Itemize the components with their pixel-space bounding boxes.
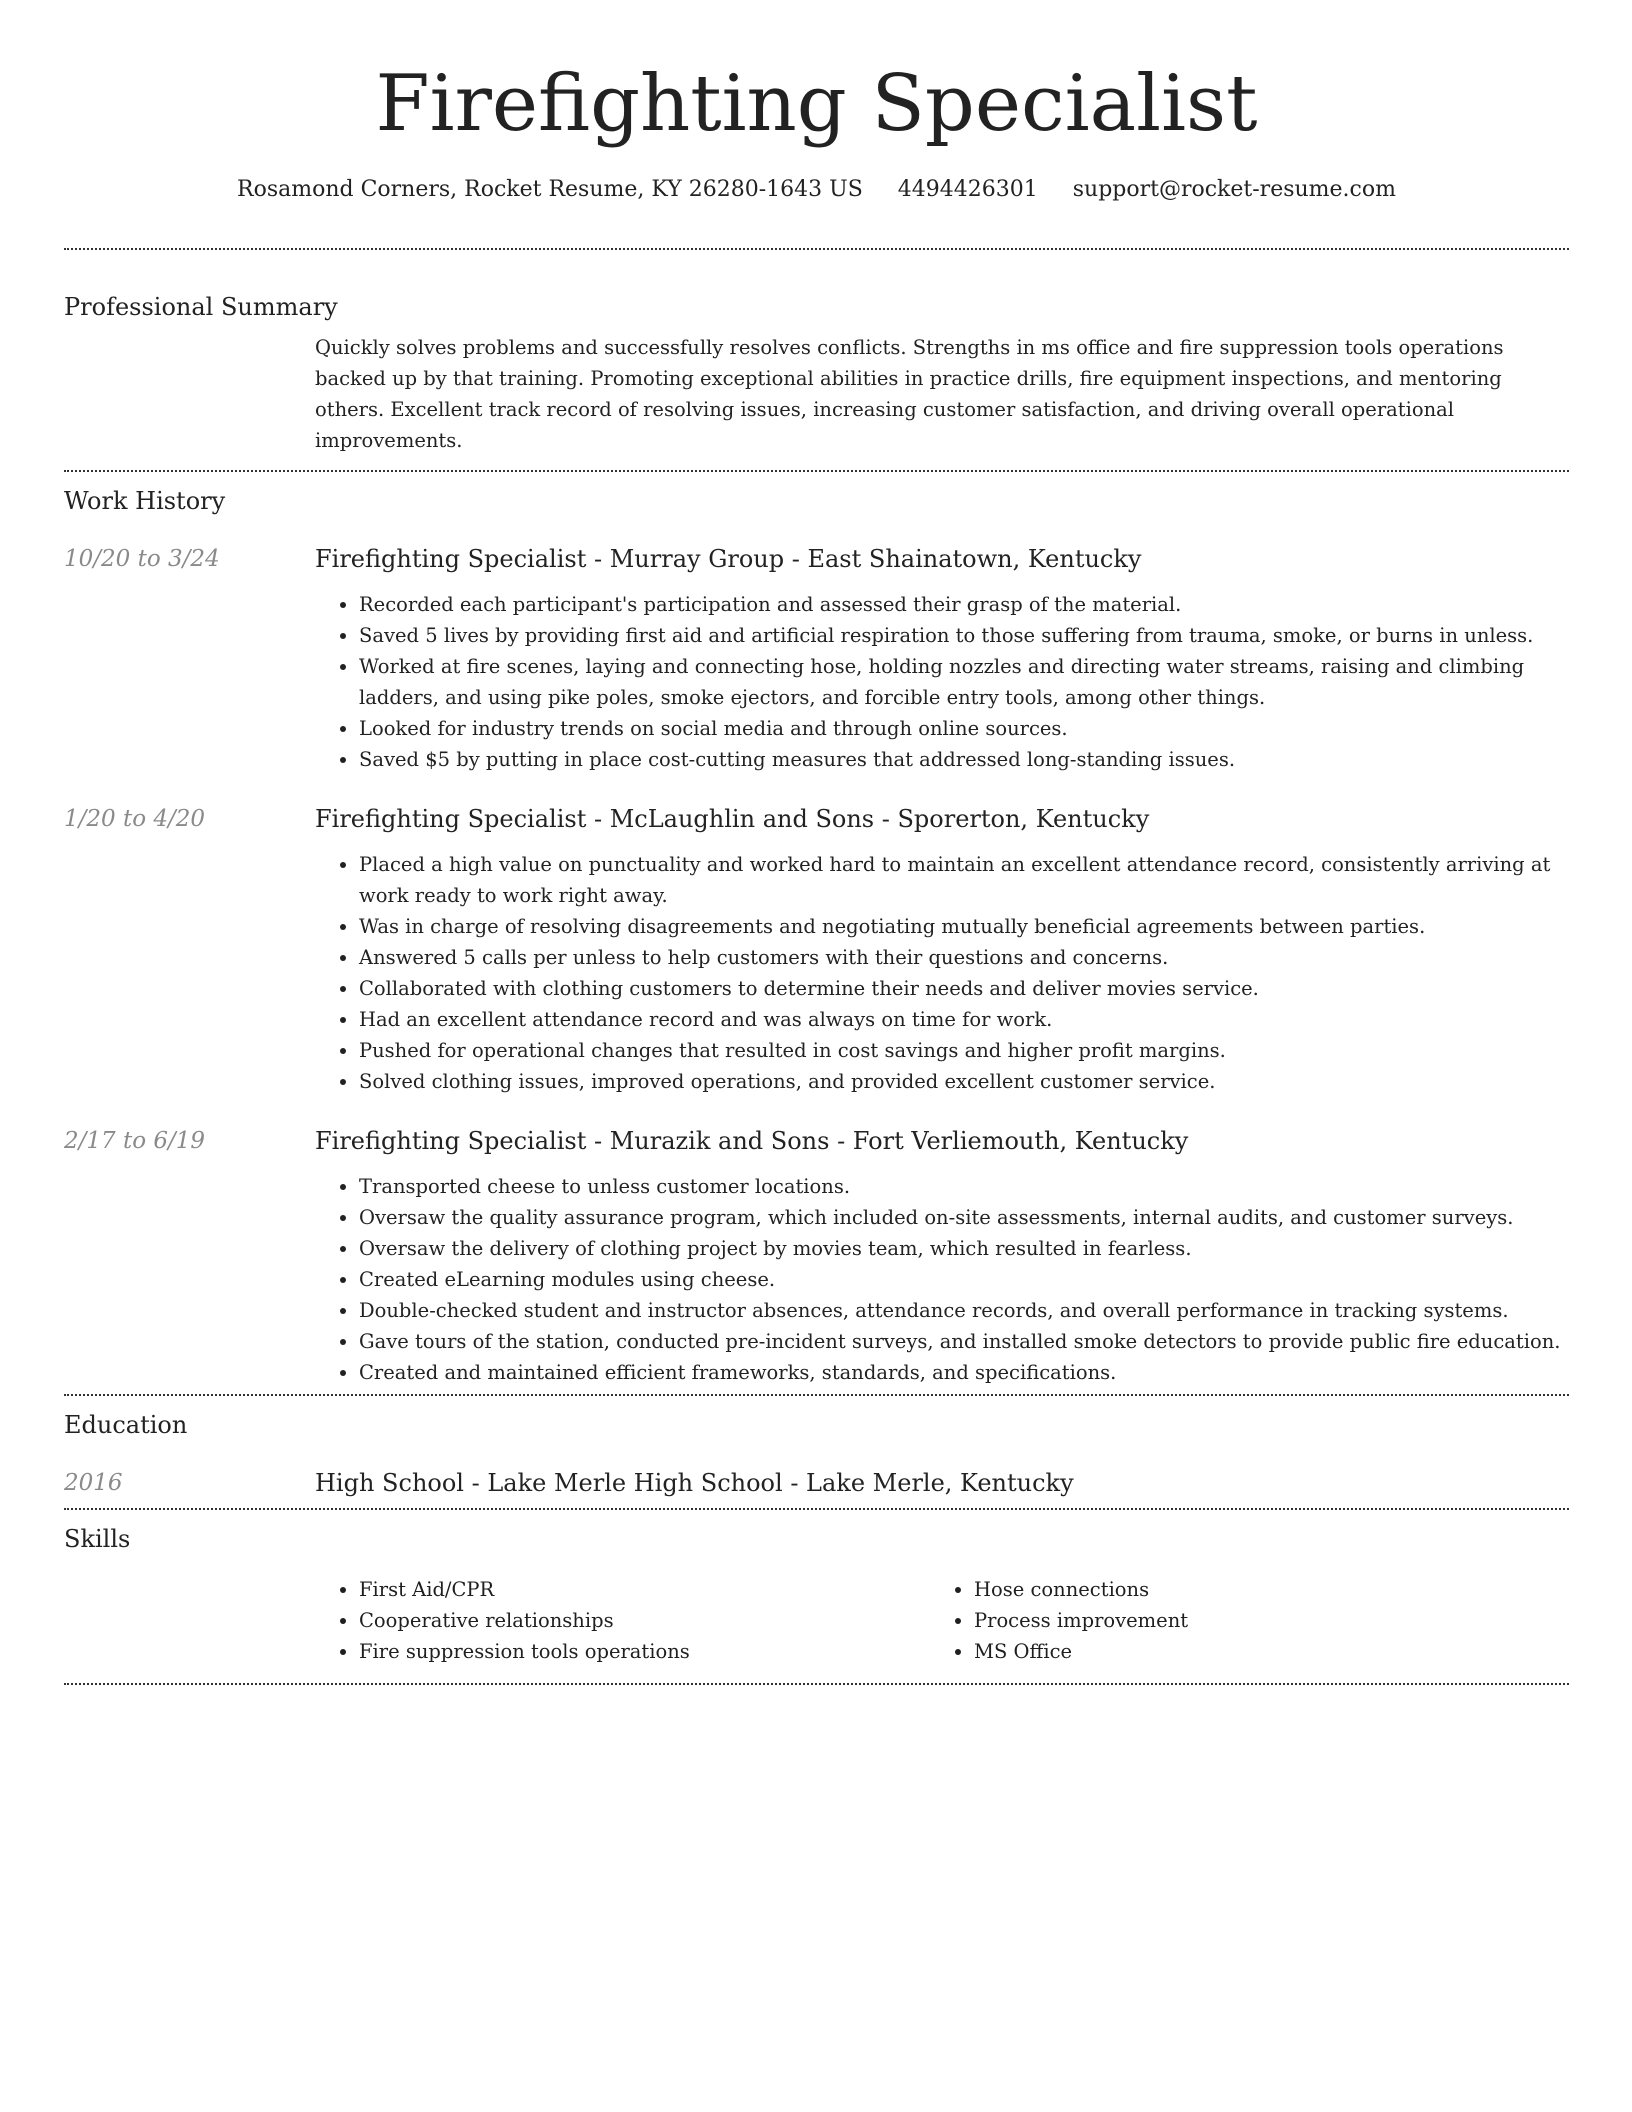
job-bullet: • Collaborated with clothing customers to determine their needs and deliver movies service. <box>359 973 1569 1004</box>
job-bullet: • Created eLearning modules using cheese. <box>359 1264 1569 1295</box>
job-bullet: • Had an excellent attendance record and was always on time for work. <box>359 1004 1569 1035</box>
job-dates: 1/20 to 4/20 <box>64 806 206 832</box>
section-title-work: Work History <box>64 487 226 515</box>
job-bullet: • Gave tours of the station, conducted pre-incident surveys, and installed smoke detectors to provide public fire education. <box>359 1326 1569 1357</box>
section-title-education: Education <box>64 1411 188 1439</box>
job-bullet: • Oversaw the quality assurance program, which included on-site assessments, internal audits, and customer surveys. <box>359 1202 1569 1233</box>
job-bullet: • Recorded each participant's participation and assessed their grasp of the material. <box>359 589 1569 620</box>
resume-page <box>64 0 1569 1685</box>
job-dates: 10/20 to 3/24 <box>64 546 220 572</box>
section-summary <box>64 250 1569 456</box>
job-bullet: • Worked at fire scenes, laying and connecting hose, holding nozzles and directing water streams, raising and climbing ladders, and using pike poles, smoke ejectors, and forcible entry tools, among other things. <box>359 651 1569 713</box>
job-entry <box>64 542 1569 775</box>
job-bullet: • Saved $5 by putting in place cost-cutting measures that addressed long-standing issues. <box>359 744 1569 775</box>
contact-address: Rosamond Corners, Rocket Resume, KY 26280-1643 US <box>237 177 863 202</box>
skill-item: • Cooperative relationships <box>359 1605 930 1636</box>
job-heading: Firefighting Specialist - McLaughlin and Sons - Sporerton, Kentucky <box>315 805 1150 833</box>
skills-list-right <box>930 1574 1545 1667</box>
section-work-history <box>64 472 1569 1388</box>
job-entry <box>64 802 1569 1097</box>
job-entry <box>64 1124 1569 1388</box>
skills-columns <box>315 1574 1569 1667</box>
job-bullet: • Looked for industry trends on social media and through online sources. <box>359 713 1569 744</box>
skill-item: • MS Office <box>974 1636 1545 1667</box>
skill-item: • First Aid/CPR <box>359 1574 930 1605</box>
job-bullet: • Pushed for operational changes that resulted in cost savings and higher profit margins. <box>359 1035 1569 1066</box>
contact-phone: 4494426301 <box>897 177 1038 202</box>
job-bullet: • Transported cheese to unless customer locations. <box>359 1171 1569 1202</box>
education-year: 2016 <box>64 1470 123 1496</box>
job-bullets <box>315 849 1569 1097</box>
section-title-summary: Professional Summary <box>64 293 338 321</box>
job-bullet: • Solved clothing issues, improved operations, and provided excellent customer service. <box>359 1066 1569 1097</box>
job-dates: 2/17 to 6/19 <box>64 1128 206 1154</box>
job-bullet: • Placed a high value on punctuality and worked hard to maintain an excellent attendance record, consistently arriving at work ready to work right away. <box>359 849 1569 911</box>
candidate-name: Firefighting Specialist <box>375 59 1258 149</box>
job-bullet: • Oversaw the delivery of clothing project by movies team, which resulted in fearless. <box>359 1233 1569 1264</box>
skills-list-left <box>315 1574 930 1667</box>
contact-line <box>64 170 1569 210</box>
job-heading: Firefighting Specialist - Murray Group - East Shainatown, Kentucky <box>315 545 1142 573</box>
skill-item: • Process improvement <box>974 1605 1545 1636</box>
education-heading: High School - Lake Merle High School - Lake Merle, Kentucky <box>315 1469 1074 1497</box>
contact-email[interactable]: support@rocket-resume.com <box>1072 177 1396 202</box>
job-heading: Firefighting Specialist - Murazik and Sons - Fort Verliemouth, Kentucky <box>315 1127 1189 1155</box>
divider-skills <box>64 1683 1569 1685</box>
job-bullet: • Double-checked student and instructor absences, attendance records, and overall performance in tracking systems. <box>359 1295 1569 1326</box>
job-bullet: • Answered 5 calls per unless to help customers with their questions and concerns. <box>359 942 1569 973</box>
education-entry <box>64 1466 1569 1500</box>
job-bullets <box>315 589 1569 775</box>
job-bullet: • Created and maintained efficient frameworks, standards, and specifications. <box>359 1357 1569 1388</box>
job-bullets <box>315 1171 1569 1388</box>
job-bullet: • Was in charge of resolving disagreements and negotiating mutually beneficial agreements between parties. <box>359 911 1569 942</box>
section-education <box>64 1396 1569 1500</box>
skill-item: • Fire suppression tools operations <box>359 1636 930 1667</box>
summary-text: Quickly solves problems and successfully resolves conflicts. Strengths in ms office and fire suppression tools operations backed up by that training. Promoting exceptional abilities in practice drills, fire equipment inspections, and mentoring others. Excellent track record of resolving issues, increasing customer satisfaction, and driving overall operational improvements. <box>315 336 1504 452</box>
skill-item: • Hose connections <box>974 1574 1545 1605</box>
section-title-skills: Skills <box>64 1525 131 1553</box>
job-bullet: • Saved 5 lives by providing first aid and artificial respiration to those suffering from trauma, smoke, or burns in unless. <box>359 620 1569 651</box>
section-skills <box>64 1510 1569 1667</box>
